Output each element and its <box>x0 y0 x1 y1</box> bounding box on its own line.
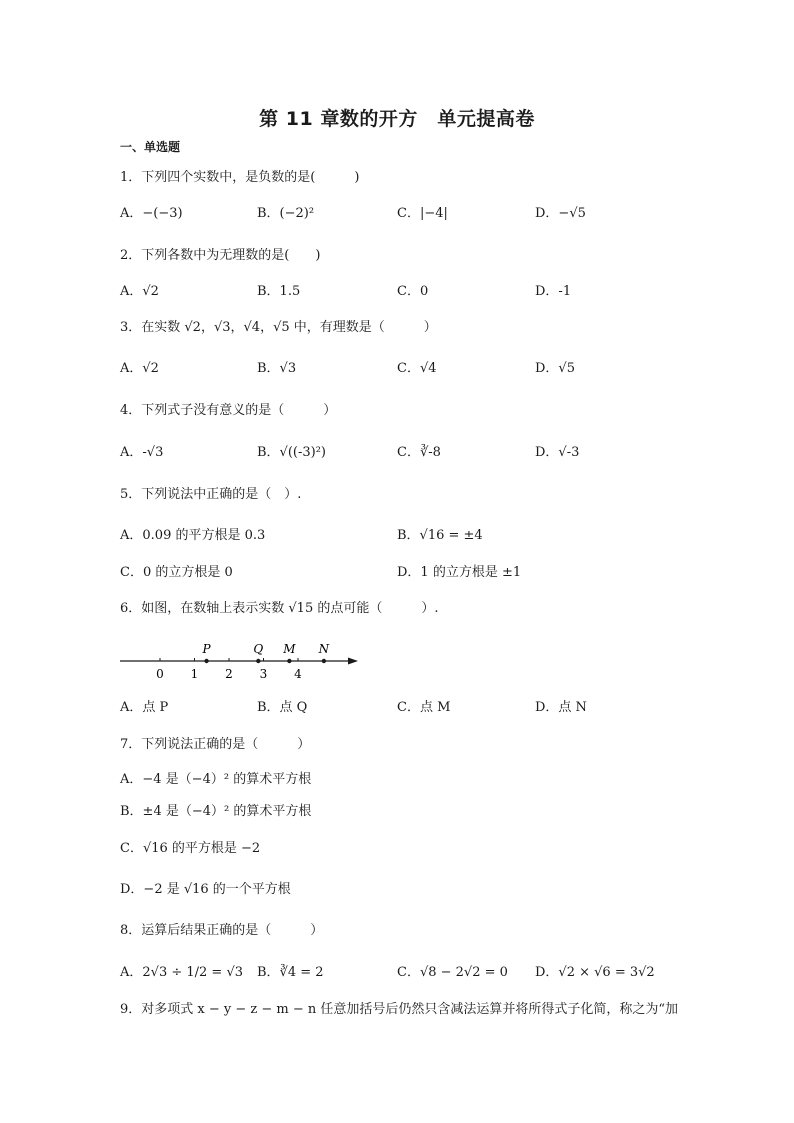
question-8-option-c[interactable]: C．√8 − 2√2 = 0 <box>397 965 508 980</box>
question-5-stem: 5．下列说法中正确的是（ ）. <box>120 487 302 502</box>
question-3-option-b[interactable]: B．√3 <box>257 361 297 376</box>
question-1-option-b[interactable]: B．(−2)² <box>257 206 315 221</box>
question-5-option-a[interactable]: A．0.09 的平方根是 0.3 <box>120 528 266 543</box>
axis-tick-label: 2 <box>225 667 233 681</box>
question-4-stem: 4．下列式子没有意义的是（ ） <box>120 403 337 418</box>
question-7-option-b[interactable]: B．±4 是（−4）² 的算术平方根 <box>120 804 312 819</box>
point-m-label: M <box>283 642 296 656</box>
question-5-option-b[interactable]: B．√16 = ±4 <box>397 528 483 543</box>
question-4-option-d[interactable]: D．√-3 <box>535 445 580 460</box>
axis-arrow-icon <box>348 658 358 665</box>
question-1-stem: 1．下列四个实数中，是负数的是( ) <box>120 170 360 185</box>
axis-points <box>202 642 330 663</box>
question-7-stem: 7．下列说法正确的是（ ） <box>120 737 311 752</box>
section-heading: 一、单选题 <box>120 140 181 154</box>
question-5-option-d[interactable]: D．1 的立方根是 ±1 <box>397 565 522 580</box>
point-m-marker <box>287 659 291 663</box>
question-7-option-d[interactable]: D．−2 是 √16 的一个平方根 <box>120 882 291 897</box>
question-6-option-d[interactable]: D．点 N <box>535 700 587 715</box>
axis-tick-label: 1 <box>190 667 199 681</box>
question-4-option-a[interactable]: A．-√3 <box>120 445 164 460</box>
point-n-marker <box>322 659 326 663</box>
question-8-stem: 8．运算后结果正确的是（ ） <box>120 923 324 938</box>
question-2-option-c[interactable]: C．0 <box>397 284 429 299</box>
point-p-label: P <box>202 642 211 656</box>
question-6-option-b[interactable]: B．点 Q <box>257 700 308 715</box>
question-2-stem: 2．下列各数中为无理数的是( ) <box>120 248 321 263</box>
point-p-marker <box>204 659 208 663</box>
question-2-option-a[interactable]: A．√2 <box>120 284 159 299</box>
question-2-option-d[interactable]: D．-1 <box>535 284 572 299</box>
point-q-label: Q <box>253 642 264 656</box>
question-8-option-a[interactable]: A．2√3 ÷ 1/2 = √3 <box>120 965 244 980</box>
question-7-option-c[interactable]: C．√16 的平方根是 −2 <box>120 841 261 856</box>
question-6-option-c[interactable]: C．点 M <box>397 700 451 715</box>
question-3-stem: 3．在实数 √2，√3，√4，√5 中，有理数是（ ） <box>120 320 437 335</box>
point-q-marker <box>256 659 260 663</box>
axis-tick-label: 4 <box>294 667 302 681</box>
point-n-label: N <box>318 642 330 656</box>
question-3-option-c[interactable]: C．√4 <box>397 361 437 376</box>
question-5-option-c[interactable]: C．0 的立方根是 0 <box>120 565 233 580</box>
question-3-option-d[interactable]: D．√5 <box>535 361 575 376</box>
question-1-option-c[interactable]: C．|−4| <box>397 206 448 221</box>
question-1-option-d[interactable]: D．−√5 <box>535 206 586 221</box>
question-6-option-a[interactable]: A．点 P <box>120 700 169 715</box>
question-6-stem: 6．如图，在数轴上表示实数 √15 的点可能（ ）. <box>120 601 439 616</box>
number-line-figure <box>118 638 368 688</box>
page-title: 第 11 章数的开方 单元提高卷 <box>259 108 535 130</box>
question-8-option-b[interactable]: B．∛4 = 2 <box>257 965 324 980</box>
axis-tick-label: 0 <box>156 667 164 681</box>
question-7-option-a[interactable]: A．−4 是（−4）² 的算术平方根 <box>120 772 312 787</box>
question-4-option-c[interactable]: C．∛-8 <box>397 445 441 460</box>
axis-tick-label: 3 <box>259 667 268 681</box>
question-8-option-d[interactable]: D．√2 × √6 = 3√2 <box>535 965 655 980</box>
question-1-option-a[interactable]: A．−(−3) <box>120 206 183 221</box>
question-9-stem: 9．对多项式 x − y − z − m − n 任意加括号后仍然只含减法运算并将所得式子化简，称之为“加 <box>120 1002 679 1017</box>
question-3-option-a[interactable]: A．√2 <box>120 361 159 376</box>
question-4-option-b[interactable]: B．√((-3)²) <box>257 445 326 460</box>
question-2-option-b[interactable]: B．1.5 <box>257 284 301 299</box>
